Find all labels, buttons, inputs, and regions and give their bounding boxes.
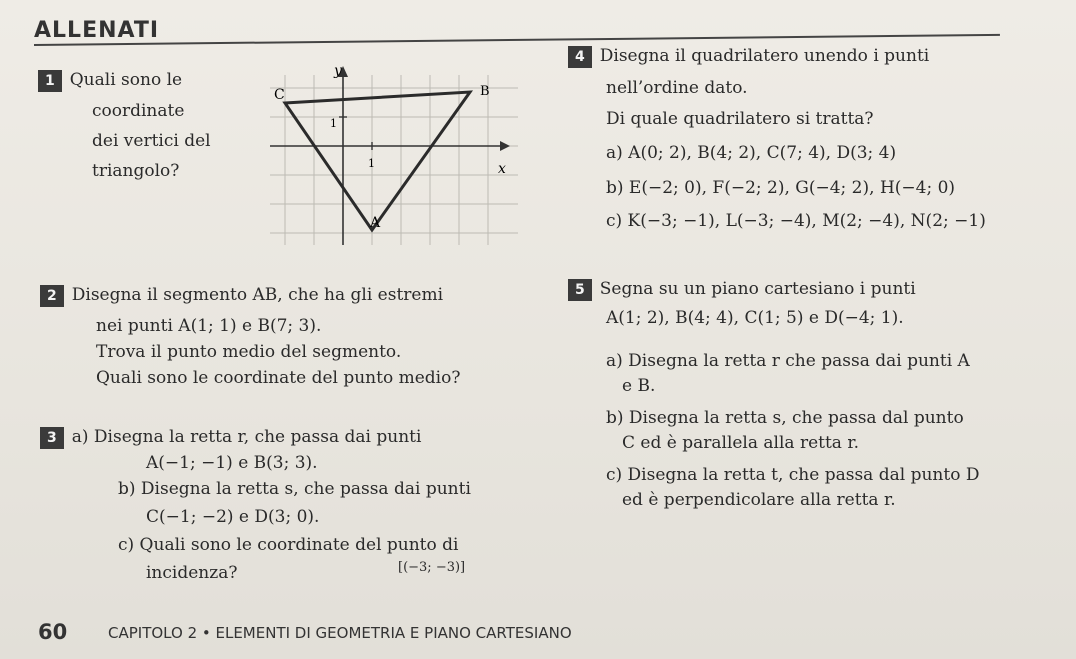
triangle-abc <box>285 92 470 230</box>
header-divider <box>34 34 1000 46</box>
ex5-item-b: b) Disegna la retta s, che passa dal punto <box>606 408 964 428</box>
ex1-line-3: dei vertici del <box>92 131 211 151</box>
ex4-line-1: 4 Disegna il quadrilatero unendo i punti <box>568 46 929 68</box>
ex4-line-3: Di quale quadrilatero si tratta? <box>606 109 874 129</box>
ex2-number: 2 <box>40 285 64 307</box>
label-x: x <box>498 161 506 177</box>
ex5-item-a: a) Disegna la retta r che passa dai punti A <box>606 351 970 371</box>
label-a: A <box>370 215 381 231</box>
label-y: y <box>334 63 342 79</box>
ex4-item-b: b) E(−2; 0), F(−2; 2), G(−4; 2), H(−4; 0) <box>606 178 956 198</box>
ex5-item-a-cont: e B. <box>622 376 656 396</box>
ex4-item-c: c) K(−3; −1), L(−3; −4), M(2; −4), N(2; −1) <box>606 211 986 231</box>
section-title: ALLENATI <box>34 18 160 43</box>
ex2-line-4: Quali sono le coordinate del punto medio? <box>96 368 461 388</box>
ex5-item-b-cont: C ed è parallela alla retta r. <box>622 433 860 453</box>
ex3-number: 3 <box>40 427 64 449</box>
ex3-item-b-points: C(−1; −2) e D(3; 0). <box>146 507 320 527</box>
ex5-item-c: c) Disegna la retta t, che passa dal punto D <box>606 465 980 485</box>
ex5-number: 5 <box>568 279 592 301</box>
ex1-line-4: triangolo? <box>92 161 180 181</box>
ex3-item-a: 3 a) Disegna la retta r, che passa dai punti <box>40 427 421 449</box>
ex2-line-3: Trova il punto medio del segmento. <box>96 342 402 362</box>
x-axis-arrow <box>500 141 510 151</box>
label-one-y: 1 <box>330 117 337 130</box>
ex1-triangle-graph <box>270 55 520 250</box>
ex1-line-1: 1 Quali sono le <box>38 70 182 92</box>
ex4-item-a: a) A(0; 2), B(4; 2), C(7; 4), D(3; 4) <box>606 143 897 163</box>
ex3-item-c-cont: incidenza? <box>146 563 238 583</box>
label-b: B <box>480 84 490 99</box>
ex2-line-2: nei punti A(1; 1) e B(7; 3). <box>96 316 322 336</box>
ex5-item-c-cont: ed è perpendicolare alla retta r. <box>622 490 896 510</box>
ex5-points: A(1; 2), B(4; 4), C(1; 5) e D(−4; 1). <box>606 308 904 328</box>
ex5-line-1: 5 Segna su un piano cartesiano i punti <box>568 279 916 301</box>
ex4-line-2: nell’ordine dato. <box>606 78 748 98</box>
ex2-line-1: 2 Disegna il segmento AB, che ha gli estremi <box>40 285 443 307</box>
ex3-item-a-points: A(−1; −1) e B(3; 3). <box>146 453 318 473</box>
chapter-title: CAPITOLO 2 • ELEMENTI DI GEOMETRIA E PIANO CARTESIANO <box>108 624 572 642</box>
ex1-number: 1 <box>38 70 62 92</box>
ex3-item-c: c) Quali sono le coordinate del punto di <box>118 535 459 555</box>
ex1-line-2: coordinate <box>92 101 185 121</box>
page-number: 60 <box>38 620 68 644</box>
ex3-answer: [(−3; −3)] <box>398 560 466 575</box>
ex3-item-b: b) Disegna la retta s, che passa dai punti <box>118 479 471 499</box>
label-one-x: 1 <box>368 157 375 170</box>
label-c: C <box>274 87 285 103</box>
ex4-number: 4 <box>568 46 592 68</box>
